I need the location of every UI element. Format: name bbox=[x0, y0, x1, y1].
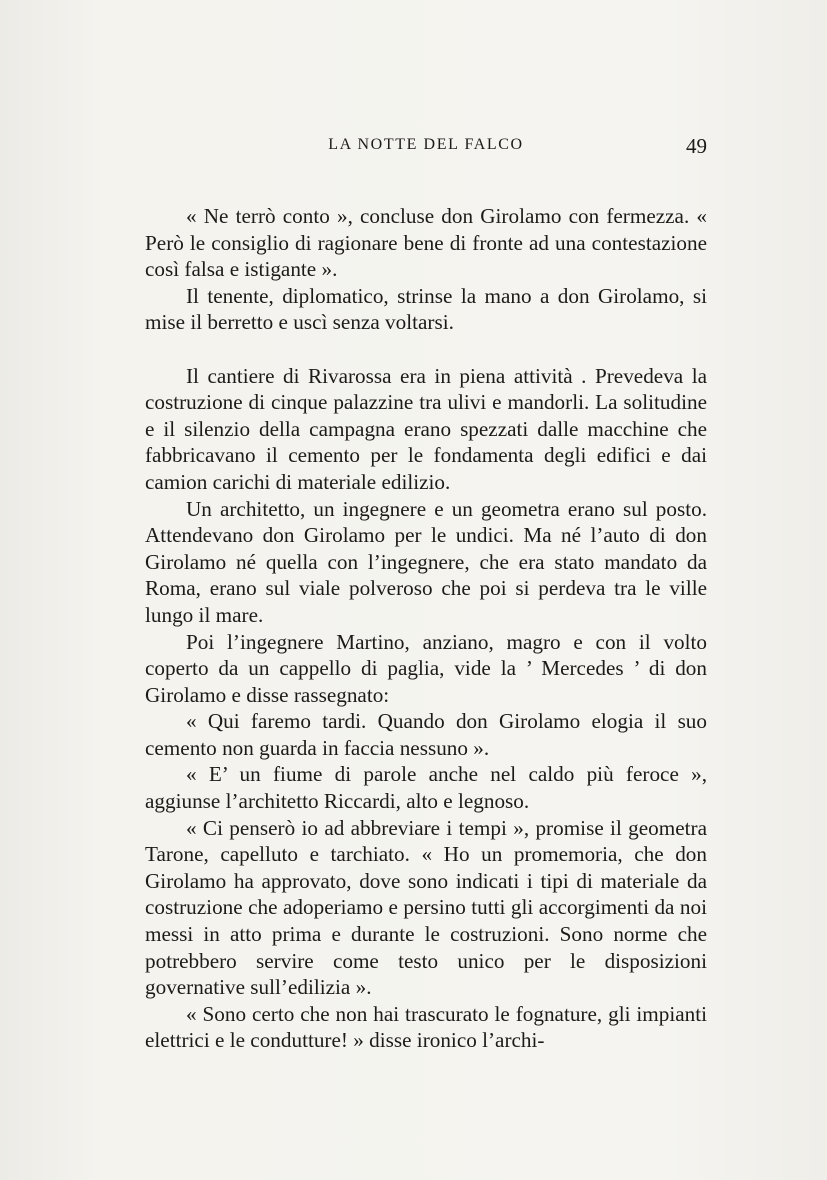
running-head-title: LA NOTTE DEL FALCO bbox=[328, 136, 524, 153]
paragraph: Un architetto, un ingegnere e un geometra erano sul posto. Attendevano don Girolamo per le undici. Ma né l’auto di don Girolamo né quella con l’ingegnere, che era stato mandato da Roma, erano sul viale polveroso che poi si perdeva tra le ville lungo il mare. bbox=[145, 496, 707, 627]
paragraph: « Qui faremo tardi. Quando don Girolamo elogia il suo cemento non guarda in faccia nessuno ». bbox=[145, 709, 707, 760]
paragraph: « Ci penserò io ad abbreviare i tempi », promise il geometra Tarone, capelluto e tarchiato. « Ho un promemoria, che don Girolamo ha approvato, dove sono indicati i tipi di materiale da costruzione che adoperiamo e persino tutti gli accorgimenti da noi messi in atto prima e durante le costruzioni. Sono norme che potrebbero servire come testo unico per le disposizioni governative sull’edilizia ». bbox=[145, 815, 707, 1000]
paragraph: Il cantiere di Rivarossa era in piena attività . Prevedeva la costruzione di cinque palazzine tra ulivi e mandorli. La solitudine e il silenzio della campagna erano spezzati dalle macchine che fabbricavano il cemento per le fondamenta degli edifici e dai camion carichi di materiale edilizio. bbox=[145, 363, 707, 494]
paragraph: « Ne terrò conto », concluse don Girolamo con fermezza. « Però le consiglio di ragionare bene di fronte ad una contestazione così falsa e istigante ». bbox=[145, 204, 707, 282]
paragraph: « Sono certo che non hai trascurato le fognature, gli impianti elettrici e le condutture! » disse ironico l’archi- bbox=[145, 1001, 707, 1053]
body-text bbox=[145, 203, 707, 1054]
running-head bbox=[145, 134, 707, 158]
paragraph: « E’ un fiume di parole anche nel caldo più feroce », aggiunse l’architetto Riccardi, alto e legnoso. bbox=[145, 762, 707, 814]
paragraph: Poi l’ingegnere Martino, anziano, magro e con il volto coperto da un cappello di paglia, vide la ’ Mercedes ’ di don Girolamo e disse rassegnato: bbox=[145, 629, 707, 707]
page-number: 49 bbox=[686, 134, 707, 158]
paragraph: Il tenente, diplomatico, strinse la mano a don Girolamo, si mise il berretto e uscì senza voltarsi. bbox=[145, 283, 707, 335]
